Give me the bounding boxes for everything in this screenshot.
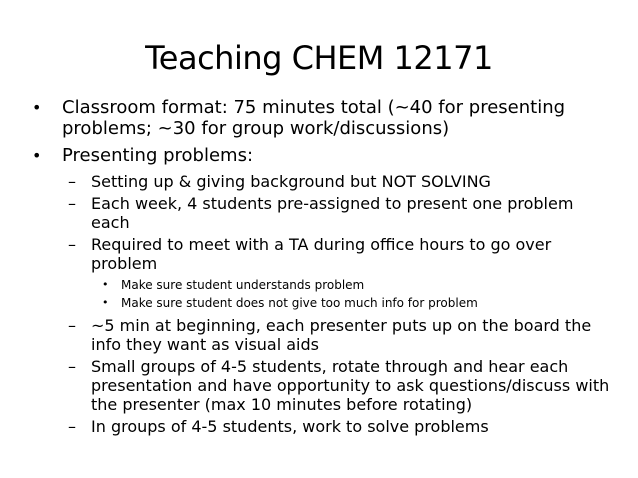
slide-title: Teaching CHEM 12171 (145, 39, 493, 77)
dash-marker: – (68, 194, 76, 213)
slide-content (30, 97, 616, 439)
sub-bullet-text: Small groups of 4-5 students, rotate through and hear each presentation and have opportunity to ask questions/discuss with the presenter (max 10 minutes before rotating) (91, 357, 610, 414)
sub-sub-bullet-text: Make sure student does not give too much info for problem (121, 296, 478, 310)
dash-marker: – (68, 357, 76, 376)
dash-marker: – (68, 235, 76, 254)
bullet-marker: • (102, 278, 109, 291)
dash-marker: – (68, 417, 76, 436)
sub-bullet-item (30, 235, 616, 273)
sub-bullet-text: In groups of 4-5 students, work to solve problems (91, 417, 489, 436)
bullet-marker: • (102, 296, 109, 309)
bullet-text: Classroom format: 75 minutes total (~40 for presenting problems; ~30 for group work/discussions) (62, 97, 566, 139)
sub-bullet-item (30, 172, 616, 191)
bullet-item (30, 97, 616, 139)
sub-bullet-item (30, 316, 616, 354)
sub-bullet-item (30, 194, 616, 232)
dash-marker: – (68, 172, 76, 191)
sub-bullet-item (30, 357, 616, 414)
sub-sub-bullet-item (30, 294, 616, 312)
dash-marker: – (68, 316, 76, 335)
sub-bullet-item (30, 417, 616, 436)
sub-bullet-text: ~5 min at beginning, each presenter puts up on the board the info they want as visual aids (91, 316, 592, 354)
sub-bullet-text: Required to meet with a TA during office hours to go over problem (91, 235, 552, 273)
bullet-marker: • (32, 146, 42, 165)
sub-sub-bullet-item (30, 276, 616, 294)
sub-bullet-text: Each week, 4 students pre-assigned to present one problem each (91, 194, 574, 232)
bullet-text: Presenting problems: (62, 145, 254, 166)
sub-sub-bullet-text: Make sure student understands problem (121, 278, 365, 292)
bullet-marker: • (32, 98, 42, 117)
sub-bullet-text: Setting up & giving background but NOT SOLVING (91, 172, 491, 191)
bullet-item (30, 145, 616, 166)
